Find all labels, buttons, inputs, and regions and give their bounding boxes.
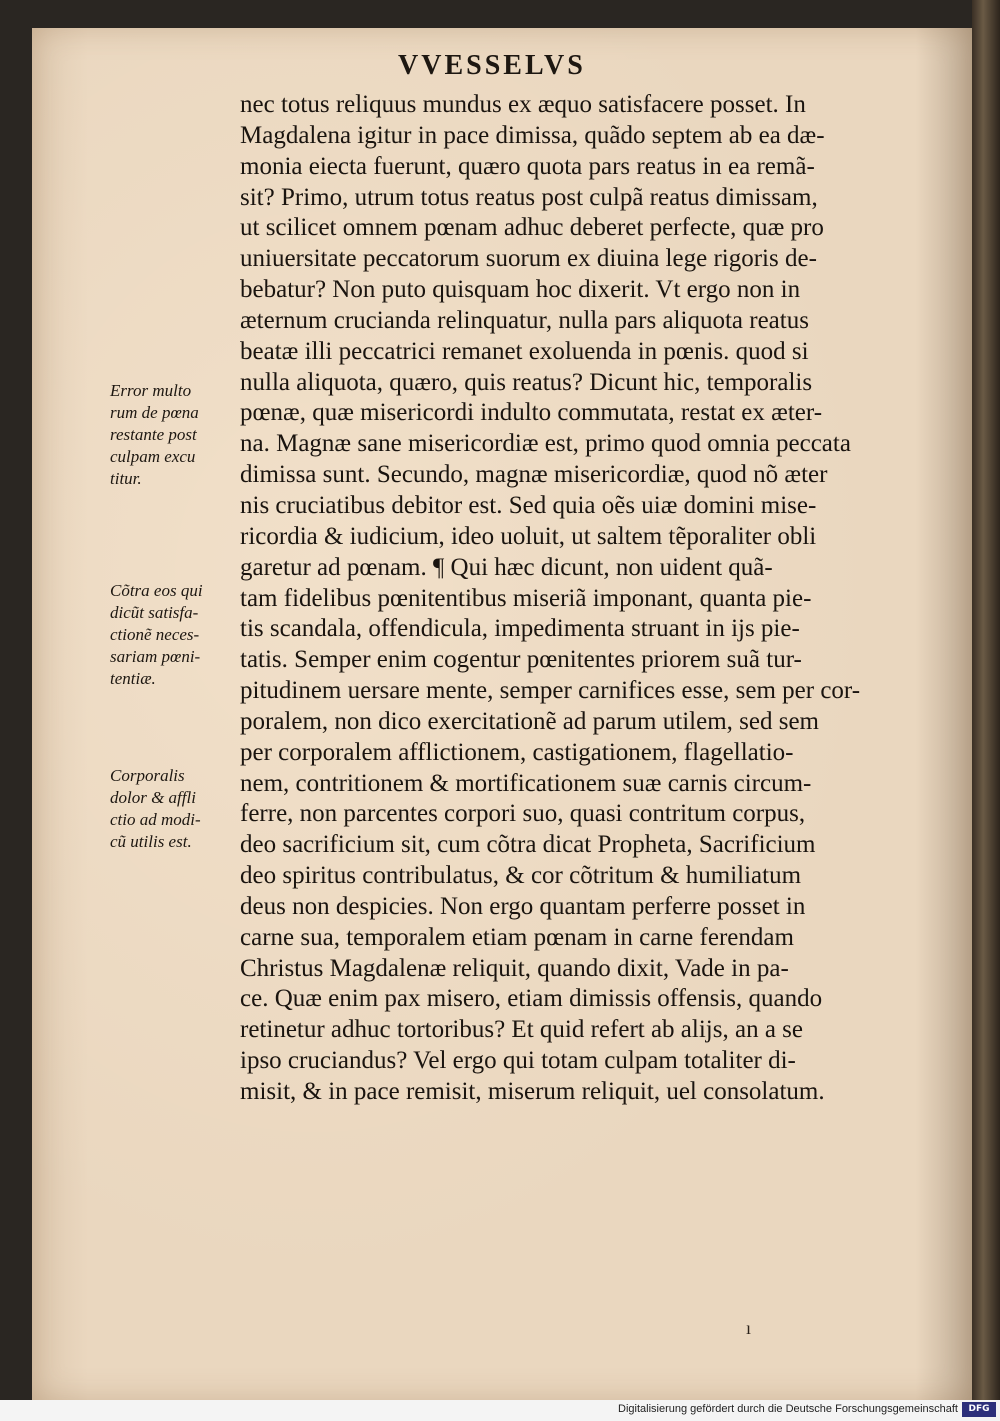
text-line: per corporalem afflictionem, castigationem, flagellatio- bbox=[240, 738, 794, 766]
note-line: culpam excu bbox=[110, 447, 196, 466]
text-line: sit? Primo, utrum totus reatus post culpã reatus dimissam, bbox=[240, 183, 818, 211]
text-line: pœnæ, quæ misericordi indulto commutata, restat ex æter- bbox=[240, 399, 823, 427]
note-line: Corporalis bbox=[110, 766, 185, 785]
note-line: dicũt satisfa- bbox=[110, 603, 199, 622]
note-line: sariam pœni- bbox=[110, 647, 201, 666]
footer-bar bbox=[0, 1400, 1000, 1421]
text-line: ut scilicet omnem pœnam adhuc deberet perfecte, quæ pro bbox=[240, 214, 824, 242]
text-line: nem, contritionem & mortificationem suæ carnis circum- bbox=[240, 769, 812, 797]
dfg-logo: DFG bbox=[962, 1402, 996, 1417]
text-line: ce. Quæ enim pax misero, etiam dimissis offensis, quando bbox=[240, 985, 823, 1013]
text-line: dimissa sunt. Secundo, magnæ misericordiæ, quod nõ æter bbox=[240, 461, 828, 489]
marginal-note-error bbox=[110, 380, 242, 490]
note-line: restante post bbox=[110, 425, 197, 444]
note-line: dolor & affli bbox=[110, 788, 196, 807]
body-text bbox=[240, 90, 930, 1108]
funding-credit: Digitalisierung gefördert durch die Deutsche Forschungsgemeinschaft bbox=[618, 1403, 958, 1415]
text-line: retinetur adhuc tortoribus? Et quid refert ab alijs, an a se bbox=[240, 1016, 803, 1044]
text-line: carne sua, temporalem etiam pœnam in carne ferendam bbox=[240, 923, 794, 951]
text-line: deo spiritus contribulatus, & cor cõtritum & humiliatum bbox=[240, 862, 802, 890]
text-line: nis cruciatibus debitor est. Sed quia oẽs uiæ domini mise- bbox=[240, 491, 817, 519]
text-line: ipso cruciandus? Vel ergo qui totam culpam totaliter di- bbox=[240, 1047, 796, 1075]
text-line: na. Magnæ sane misericordiæ est, primo quod omnia peccata bbox=[240, 430, 851, 458]
text-line: tatis. Semper enim cogentur pœnitentes priorem suã tur- bbox=[240, 646, 802, 674]
text-line: pitudinem uersare mente, semper carnifices esse, sem per cor- bbox=[240, 677, 861, 705]
text-line: deo sacrificium sit, cum cõtra dicat Propheta, Sacrificium bbox=[240, 831, 816, 859]
text-line: bebatur? Non puto quisquam hoc dixerit. Vt ergo non in bbox=[240, 276, 801, 304]
text-line: garetur ad pœnam. ¶ Qui hæc dicunt, non uident quã- bbox=[240, 553, 773, 581]
text-line: tam fidelibus pœnitentibus miseriã imponant, quanta pie- bbox=[240, 584, 812, 612]
text-line: ferre, non parcentes corpori suo, quasi contritum corpus, bbox=[240, 800, 806, 828]
note-line: Cõtra eos qui bbox=[110, 581, 203, 600]
note-line: titur. bbox=[110, 469, 142, 488]
text-line: æternum crucianda relinquatur, nulla pars aliquota reatus bbox=[240, 306, 809, 334]
text-line: beatæ illi peccatrici remanet exoluenda in pœnis. quod si bbox=[240, 337, 809, 365]
text-line: poralem, non dico exercitationẽ ad parum utilem, sed sem bbox=[240, 707, 819, 735]
text-line: ricordia & iudicium, ideo uoluit, ut saltem tẽporaliter obli bbox=[240, 522, 817, 550]
text-line: uniuersitate peccatorum suorum ex diuina lege rigoris de- bbox=[240, 245, 817, 273]
text-line: deus non despicies. Non ergo quantam perferre posset in bbox=[240, 892, 806, 920]
note-line: tentiæ. bbox=[110, 669, 156, 688]
running-title: VVESSELVS bbox=[398, 50, 586, 81]
text-line: Magdalena igitur in pace dimissa, quãdo septem ab ea dæ- bbox=[240, 121, 825, 149]
note-line: rum de pœna bbox=[110, 403, 199, 422]
book-edge bbox=[972, 0, 1000, 1400]
text-line: misit, & in pace remisit, miserum reliquit, uel consolatum. bbox=[240, 1078, 825, 1105]
marginal-note-corporalis bbox=[110, 765, 242, 853]
page-mark: ı bbox=[746, 1318, 752, 1338]
note-line: cũ utilis est. bbox=[110, 832, 192, 851]
note-line: Error multo bbox=[110, 381, 192, 400]
text-line: monia eiecta fuerunt, quæro quota pars reatus in ea remã- bbox=[240, 152, 815, 180]
text-line: tis scandala, offendicula, impedimenta struant in ijs pie- bbox=[240, 615, 800, 643]
note-line: ctionẽ neces- bbox=[110, 625, 200, 644]
marginal-note-contra bbox=[110, 580, 242, 690]
note-line: ctio ad modi- bbox=[110, 810, 201, 829]
text-line: nec totus reliquus mundus ex æquo satisfacere posset. In bbox=[240, 91, 806, 118]
text-line: Christus Magdalenæ reliquit, quando dixit, Vade in pa- bbox=[240, 954, 789, 982]
text-line: nulla aliquota, quæro, quis reatus? Dicunt hic, temporalis bbox=[240, 368, 813, 396]
